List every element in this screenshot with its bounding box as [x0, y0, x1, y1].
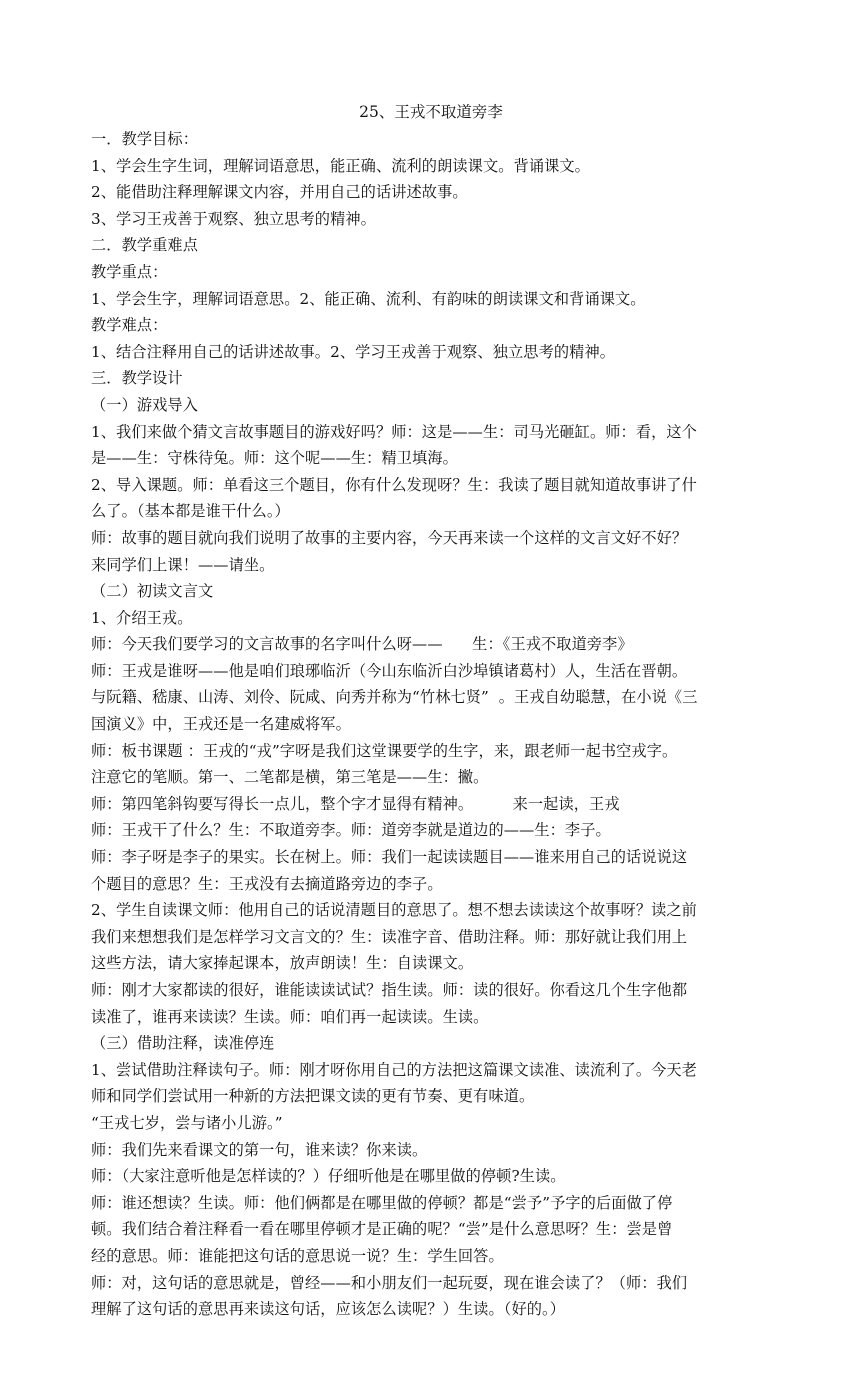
text-line: （三）借助注释，读准停连 [91, 1034, 275, 1053]
text-line: 来同学们上课！——请坐。 [91, 555, 275, 574]
text-line: 师：（大家注意听他是怎样读的？）仔细听他是在哪里做的停顿?生读。 [91, 1167, 566, 1186]
text-line: 1、我们来做个猜文言故事题目的游戏好吗？师：这是——生：司马光砸缸。师：看，这个 [91, 422, 697, 441]
text-line: 师和同学们尝试用一种新的方法把课文读的更有节奏、更有味道。 [91, 1087, 535, 1106]
text-line: 理解了这句话的意思再来读这句话，应该怎么读呢？）生读。（好的。） [91, 1300, 565, 1319]
text-line: 2、能借助注释理解课文内容，并用自己的话讲述故事。 [91, 183, 468, 202]
text-line: 是——生：守株待兔。师：这个呢——生：精卫填海。 [91, 449, 458, 468]
text-line: 1、介绍王戎。 [91, 608, 193, 627]
text-line: 三．教学设计 [91, 369, 183, 388]
text-line: 师：刚才大家都读的很好，谁能读读试试？指生读。师：读的很好。你看这几个生字他都 [91, 981, 688, 999]
text-line: 教学重点： [91, 262, 168, 281]
text-line: 师：王戎是谁呀——他是咱们琅琊临沂（今山东临沂白沙埠镇诸葛村）人，生活在晋朝。 [91, 661, 688, 680]
text-line: 顿。我们结合着注释看一看在哪里停顿才是正确的呢？“尝”是什么意思呀？生：尝是曾 [91, 1220, 673, 1239]
text-line: 一．教学目标： [91, 130, 199, 148]
text-line: 1、学会生字生词，理解词语意思，能正确、流利的朗读课文。背诵课文。 [91, 156, 590, 175]
text-line: 国演义》中，王戎还是一名建威将军。 [91, 715, 351, 734]
text-line: 2、学生自读课文师：他用自己的话说清题目的意思了。想不想去读读这个故事呀？读之前 [91, 901, 697, 920]
text-line: 2、导入课题。师：单看这三个题目，你有什么发现呀？生：我读了题目就知道故事讲了什 [91, 475, 697, 494]
text-line: 师：今天我们要学习的文言故事的名字叫什么呀—— 生：《王戎不取道旁李》 [91, 635, 633, 654]
text-line: 么了。（基本都是谁干什么。） [91, 502, 290, 521]
text-line: 师：第四笔斜钩要写得长一点儿，整个字才显得有精神。 来一起读，王戎 [91, 794, 620, 813]
text-line: 读准了，谁再来读读？生读。师：咱们再一起读读。生读。 [91, 1007, 489, 1026]
text-line: 1、结合注释用自己的话讲述故事。2、学习王戎善于观察、独立思考的精神。 [91, 342, 616, 361]
text-line: （一）游戏导入 [91, 395, 199, 414]
text-line: 二．教学重难点 [91, 236, 199, 255]
text-line: 师：板书课题 ：王戎的“戎”字呀是我们这堂课要学的生字，来，跟老师一起书空戎字。 [91, 741, 678, 760]
text-line: 与阮籍、嵇康、山涛、刘伶、阮咸、向秀并称为“竹林七贤” 。王戎自幼聪慧，在小说《三 [91, 688, 698, 707]
text-line: 师：李子呀是李子的果实。长在树上。师：我们一起读读题目——谁来用自己的话说说这 [91, 848, 688, 867]
text-line: 师：我们先来看课文的第一句，谁来读？你来读。 [91, 1140, 428, 1159]
text-line: 师：故事的题目就向我们说明了故事的主要内容，今天再来读一个这样的文言文好不好？ [91, 528, 688, 547]
document-body [91, 126, 771, 1323]
text-line: 1、学会生字，理解词语意思。2、能正确、流利、有韵味的朗读课文和背诵课文。 [91, 289, 646, 308]
document-page [91, 98, 771, 1323]
text-line: 教学难点： [91, 316, 168, 335]
text-line: 我们来想想我们是怎样学习文言文的？生：读准字音、借助注释。师：那好就让我们用上 [91, 927, 688, 946]
text-line: “王戎七岁，尝与诸小儿游。” [91, 1113, 283, 1132]
document-title: 25、王戎不取道旁李 [359, 103, 503, 121]
text-line: 这些方法，请大家捧起课本，放声朗读！生：自读课文。 [91, 954, 474, 973]
text-line: 个题目的意思？生：王戎没有去摘道路旁边的李子。 [91, 874, 443, 893]
text-line: 师：对，这句话的意思就是，曾经——和小朋友们一起玩耍，现在谁会读了？（师：我们 [91, 1273, 688, 1292]
text-line: 经的意思。师：谁能把这句话的意思说一说？生：学生回答。 [91, 1246, 504, 1265]
text-line: 1、尝试借助注释读句子。师：刚才呀你用自己的方法把这篇课文读准、读流利了。今天老 [91, 1060, 697, 1079]
text-line: 3、学习王戎善于观察、独立思考的精神。 [91, 209, 376, 228]
text-line: 师：王戎干了什么？生：不取道旁李。师：道旁李就是道边的——生：李子。 [91, 821, 611, 840]
text-line: 注意它的笔顺。第一、二笔都是横，第三笔是——生：撇。 [91, 768, 489, 787]
text-line: （二）初读文言文 [91, 582, 214, 601]
text-line: 师：谁还想读？生读。师：他们俩都是在哪里做的停顿？都是“尝予”予字的后面做了停 [91, 1193, 673, 1212]
